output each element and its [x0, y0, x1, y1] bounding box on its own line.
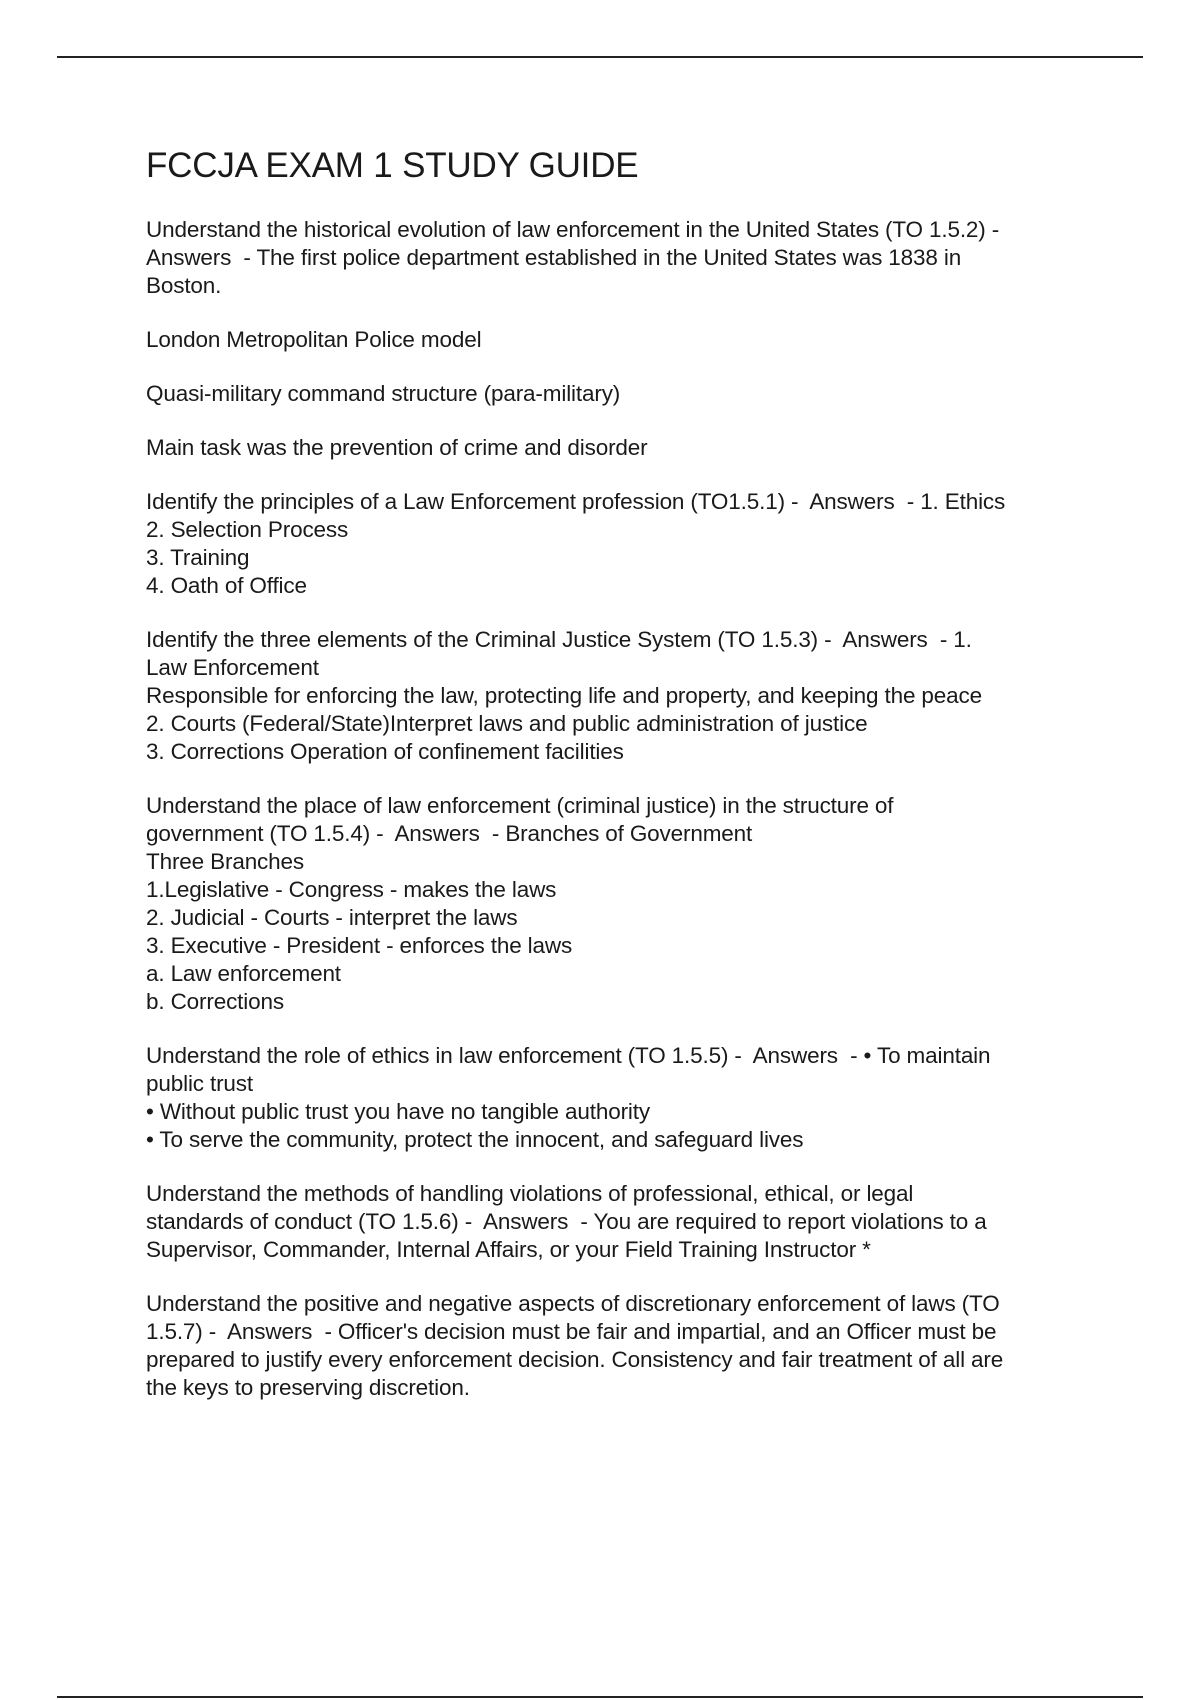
text-line: 3. Executive - President - enforces the laws — [146, 933, 573, 958]
text-line: standards of conduct (TO 1.5.6) - Answers - You are required to report violations to a — [146, 1209, 987, 1234]
text-line: 2. Judicial - Courts - interpret the laws — [146, 905, 518, 930]
text-line: 4. Oath of Office — [146, 573, 307, 598]
text-line: 3. Corrections Operation of confinement facilities — [146, 739, 624, 764]
text-line: Main task was the prevention of crime and disorder — [146, 435, 648, 460]
text-line: Understand the positive and negative aspects of discretionary enforcement of laws (TO — [146, 1291, 1000, 1316]
text-line: Law Enforcement — [146, 655, 319, 680]
top-divider — [57, 56, 1143, 58]
text-line: Boston. — [146, 273, 222, 298]
study-section — [146, 216, 1101, 300]
text-line: b. Corrections — [146, 989, 284, 1014]
text-line: Supervisor, Commander, Internal Affairs, or your Field Training Instructor * — [146, 1237, 871, 1262]
document-title: FCCJA EXAM 1 STUDY GUIDE — [146, 146, 639, 185]
text-line: a. Law enforcement — [146, 961, 341, 986]
study-section — [146, 326, 1101, 354]
study-section — [146, 1180, 1101, 1264]
bottom-divider — [57, 1696, 1143, 1698]
text-line: public trust — [146, 1071, 253, 1096]
text-line: 2. Selection Process — [146, 517, 349, 542]
text-line: prepared to justify every enforcement decision. Consistency and fair treatment of all are — [146, 1347, 1004, 1372]
text-line: Understand the role of ethics in law enforcement (TO 1.5.5) - Answers - • To maintain — [146, 1043, 991, 1068]
text-line: Identify the three elements of the Criminal Justice System (TO 1.5.3) - Answers - 1. — [146, 627, 972, 652]
text-line: • Without public trust you have no tangible authority — [146, 1099, 650, 1124]
study-section — [146, 626, 1101, 766]
document-body — [146, 144, 1101, 1428]
study-section — [146, 488, 1101, 600]
study-section — [146, 380, 1101, 408]
text-line: 2. Courts (Federal/State)Interpret laws and public administration of justice — [146, 711, 868, 736]
text-line: Understand the methods of handling violations of professional, ethical, or legal — [146, 1181, 914, 1206]
text-line: Responsible for enforcing the law, protecting life and property, and keeping the peace — [146, 683, 982, 708]
study-section — [146, 1290, 1101, 1402]
text-line: Identify the principles of a Law Enforcement profession (TO1.5.1) - Answers - 1. Ethics — [146, 489, 1006, 514]
study-section — [146, 434, 1101, 462]
study-guide-sections — [146, 216, 1101, 1402]
text-line: Understand the place of law enforcement (criminal justice) in the structure of — [146, 793, 894, 818]
text-line: Quasi-military command structure (para-military) — [146, 381, 621, 406]
study-section — [146, 792, 1101, 1016]
study-section — [146, 1042, 1101, 1154]
text-line: 1.Legislative - Congress - makes the laws — [146, 877, 557, 902]
text-line: 1.5.7) - Answers - Officer's decision must be fair and impartial, and an Officer must be — [146, 1319, 997, 1344]
text-line: the keys to preserving discretion. — [146, 1375, 470, 1400]
text-line: • To serve the community, protect the innocent, and safeguard lives — [146, 1127, 804, 1152]
text-line: London Metropolitan Police model — [146, 327, 482, 352]
text-line: 3. Training — [146, 545, 250, 570]
text-line: government (TO 1.5.4) - Answers - Branches of Government — [146, 821, 753, 846]
text-line: Three Branches — [146, 849, 304, 874]
text-line: Understand the historical evolution of law enforcement in the United States (TO 1.5.2) - — [146, 217, 1000, 242]
text-line: Answers - The first police department established in the United States was 1838 in — [146, 245, 962, 270]
